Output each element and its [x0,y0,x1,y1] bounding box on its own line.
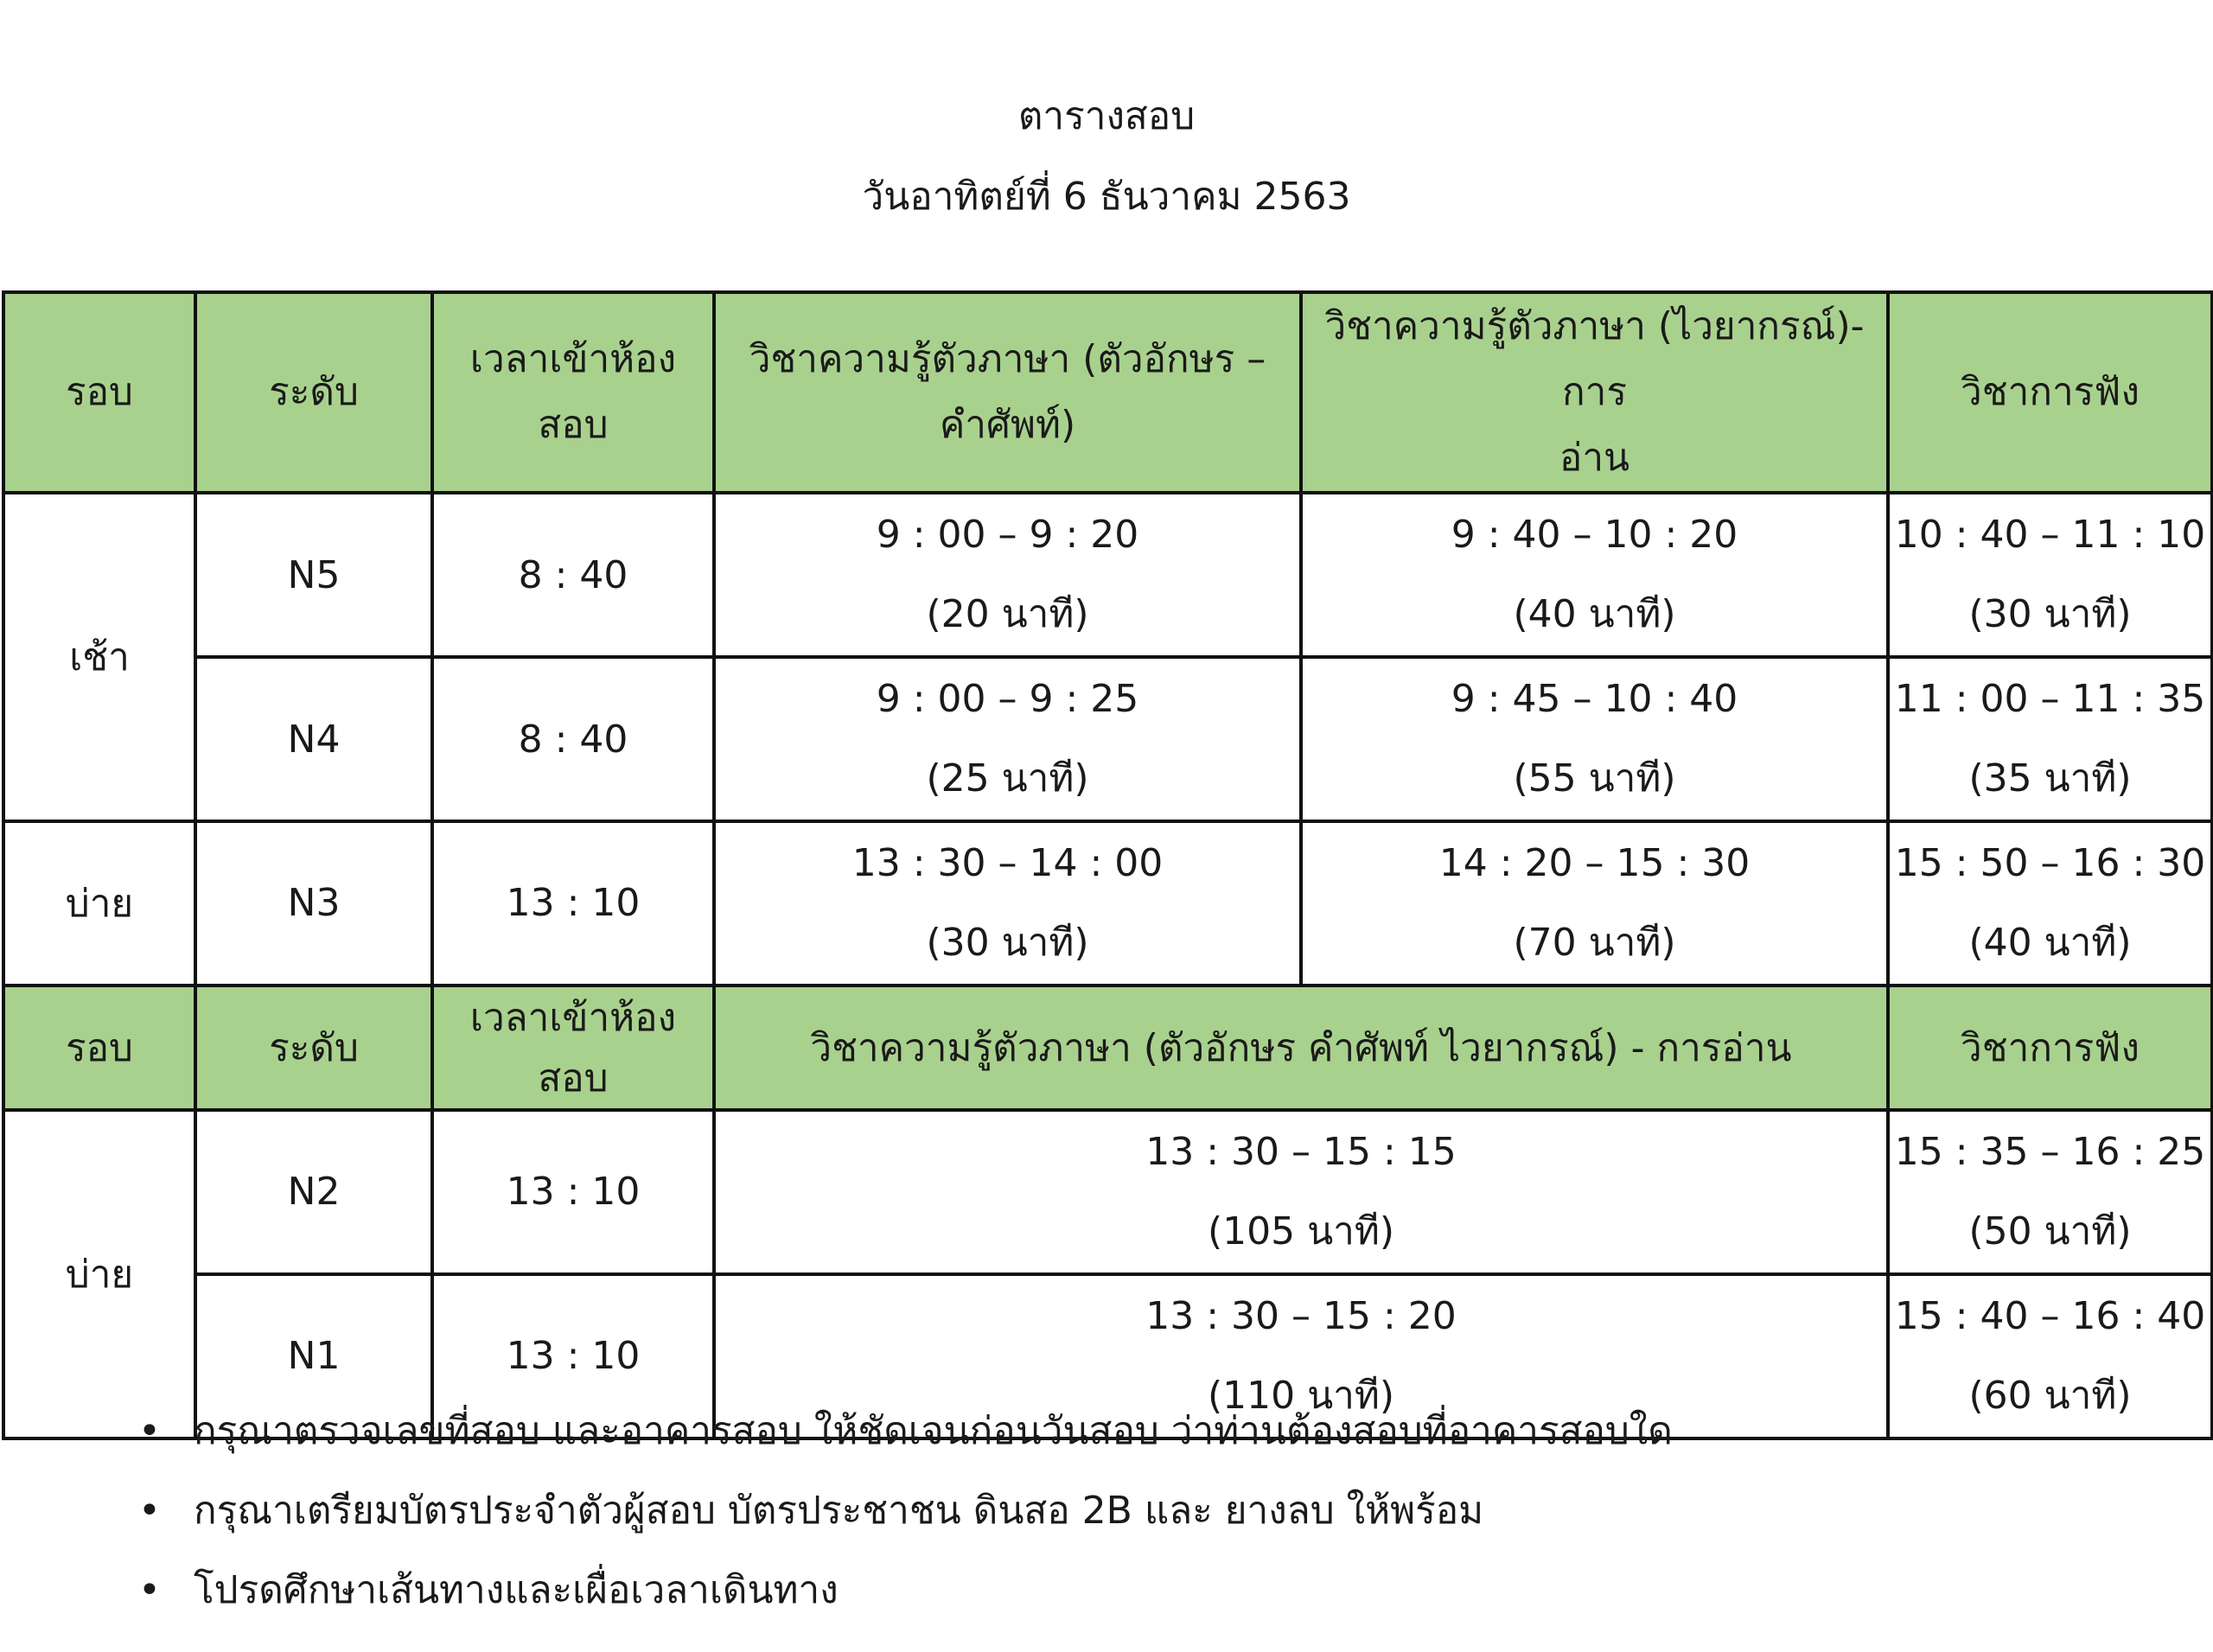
listening-cell [1888,1110,2212,1274]
level-cell: N4 [195,657,432,821]
grammar-time: 9 : 40 – 10 : 20 [1451,513,1738,557]
listening-time: 15 : 40 – 16 : 40 [1894,1294,2206,1338]
grammar-time: 14 : 20 – 15 : 30 [1438,841,1751,885]
header-listening: วิชาการฟัง [1888,985,2212,1110]
level-text: N2 [287,1170,341,1214]
combined-cell [714,1110,1888,1274]
listening-duration: (35 นาที) [1968,756,2132,800]
notes-list [138,1392,1673,1630]
grammar-duration: (40 นาที) [1513,592,1676,636]
exam-date: วันอาทิตย์ที่ 6 ธันวาคม 2563 [862,175,1351,219]
list-item [138,1392,1673,1471]
listening-time: 15 : 50 – 16 : 30 [1894,841,2206,885]
listening-cell [1888,657,2212,821]
header-level: ระดับ [195,985,432,1110]
entry-time-cell [432,1110,714,1274]
entry-time-cell: 8 : 40 [432,493,714,657]
entry-time-cell [432,821,714,985]
level-cell [195,821,432,985]
listening-time: 15 : 35 – 16 : 25 [1894,1130,2206,1174]
header-grammar-line2: อ่าน [1559,436,1630,480]
header-vocab-line2: คำศัพท์) [939,403,1076,447]
header-level: ระดับ [195,292,432,493]
header-grammar-line1: วิชาความรู้ตัวภาษา (ไวยากรณ์)-การ [1324,304,1865,414]
round-afternoon: บ่าย [3,1110,195,1438]
header-round: รอบ [3,985,195,1110]
listening-duration: (60 นาที) [1968,1374,2132,1418]
bullet-icon: • [138,1568,161,1612]
table-row [3,1110,2212,1274]
level-cell: N5 [195,493,432,657]
list-item [138,1471,1673,1551]
vocab-time: 13 : 30 – 14 : 00 [851,841,1164,885]
bullet-icon: • [138,1489,161,1533]
level-text: N3 [287,881,341,925]
combined-duration: (110 นาที) [1207,1374,1395,1418]
round-morning: เช้า [3,493,195,821]
table-header-row [3,985,2212,1110]
entry-time-text: 13 : 10 [506,881,641,925]
table-row [3,821,2212,985]
grammar-duration: (70 นาที) [1513,921,1676,965]
header-listening: วิชาการฟัง [1888,292,2212,493]
grammar-time: 9 : 45 – 10 : 40 [1451,677,1738,721]
grammar-cell [1301,821,1888,985]
table-header-row [3,292,2212,493]
vocab-duration: (30 นาที) [926,921,1089,965]
vocab-duration: (20 นาที) [926,592,1089,636]
header-round: รอบ [3,292,195,493]
header-grammar [1301,292,1888,493]
table-row [3,657,2212,821]
vocab-duration: (25 นาที) [926,756,1089,800]
note-text: กรุณาเตรียมบัตรประจำตัวผู้สอบ บัตรประชาชน ดินสอ 2B และ ยางลบ ให้พร้อม [194,1489,1484,1533]
listening-duration: (40 นาที) [1968,921,2132,965]
level-cell [195,1110,432,1274]
exam-schedule-table [2,290,2213,1440]
header-vocab-line1: วิชาความรู้ตัวภาษา (ตัวอักษร – [749,337,1266,381]
listening-cell [1888,1274,2212,1438]
entry-time-cell: 8 : 40 [432,657,714,821]
vocab-time: 9 : 00 – 9 : 25 [876,677,1139,721]
entry-time-text: 13 : 10 [506,1170,641,1214]
list-item [138,1551,1673,1630]
listening-cell [1888,821,2212,985]
vocab-cell [714,657,1301,821]
combined-time: 13 : 30 – 15 : 20 [1145,1294,1457,1338]
grammar-cell [1301,493,1888,657]
round-afternoon: บ่าย [3,821,195,985]
table-row [3,493,2212,657]
listening-duration: (30 นาที) [1968,592,2132,636]
header-vocab [714,292,1301,493]
listening-time: 10 : 40 – 11 : 10 [1894,513,2206,557]
page-title: ตารางสอบ [1017,94,1196,138]
combined-time: 13 : 30 – 15 : 15 [1145,1130,1457,1174]
note-text: กรุณาตรวจเลขที่สอบ และอาคารสอบ ให้ชัดเจนก่อนวันสอบ ว่าท่านต้องสอบที่อาคารสอบใด [194,1409,1673,1453]
listening-duration: (50 นาที) [1968,1209,2132,1253]
note-text: โปรดศึกษาเส้นทางและเผื่อเวลาเดินทาง [194,1568,839,1612]
header-entry-time: เวลาเข้าห้องสอบ [432,985,714,1110]
grammar-duration: (55 นาที) [1513,756,1676,800]
listening-cell [1888,493,2212,657]
listening-time: 11 : 00 – 11 : 35 [1894,677,2206,721]
header-entry-time: เวลาเข้าห้องสอบ [432,292,714,493]
header-combined: วิชาความรู้ตัวภาษา (ตัวอักษร คำศัพท์ ไวยากรณ์) - การอ่าน [714,985,1888,1110]
vocab-time: 9 : 00 – 9 : 20 [876,513,1139,557]
bullet-icon: • [138,1409,161,1453]
level-text: N1 [287,1334,341,1378]
vocab-cell [714,493,1301,657]
vocab-cell [714,821,1301,985]
entry-time-text: 13 : 10 [506,1334,641,1378]
grammar-cell [1301,657,1888,821]
combined-duration: (105 นาที) [1207,1209,1395,1253]
